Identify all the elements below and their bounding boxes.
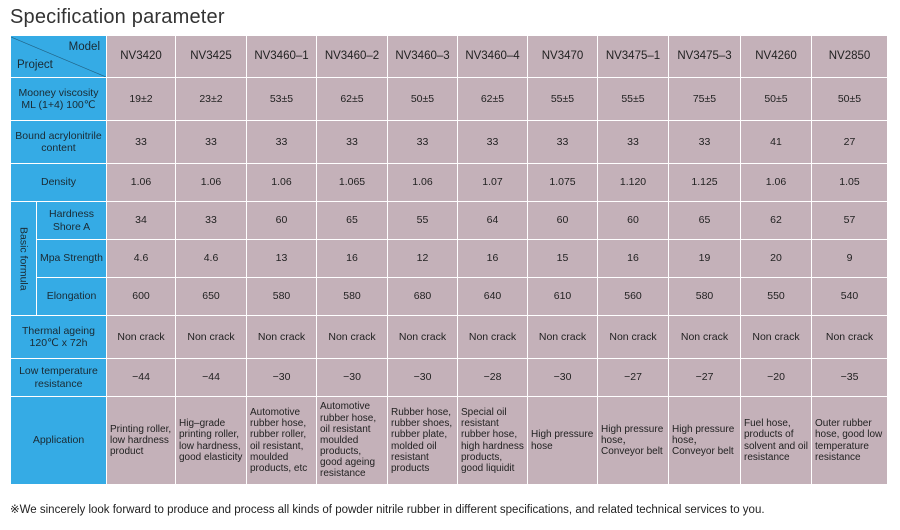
row-density xyxy=(11,164,888,202)
cell-lowtemp: −44 xyxy=(176,359,247,397)
cell-lowtemp: −30 xyxy=(528,359,598,397)
row-thermal xyxy=(11,316,888,359)
cell-thermal: Non crack xyxy=(458,316,528,359)
model-header: NV3460–1 xyxy=(247,36,317,78)
cell-thermal: Non crack xyxy=(528,316,598,359)
spec-table xyxy=(10,35,888,485)
label-lowtemp: Low temperature resistance xyxy=(11,359,107,397)
row-mooney xyxy=(11,78,888,121)
cell-application: Fuel hose, products of solvent and oil resistance xyxy=(741,397,812,485)
cell-elongation: 560 xyxy=(598,278,669,316)
cell-density: 1.075 xyxy=(528,164,598,202)
cell-mooney: 55±5 xyxy=(528,78,598,121)
cell-thermal: Non crack xyxy=(317,316,388,359)
spec-table-body xyxy=(11,36,888,485)
cell-bound: 33 xyxy=(176,121,247,164)
cell-elongation: 550 xyxy=(741,278,812,316)
cell-bound: 33 xyxy=(598,121,669,164)
cell-lowtemp: −27 xyxy=(669,359,741,397)
cell-density: 1.065 xyxy=(317,164,388,202)
cell-application: Hig–grade printing roller, low hardness, good elasticity xyxy=(176,397,247,485)
cell-lowtemp: −44 xyxy=(107,359,176,397)
row-hardness xyxy=(11,202,888,240)
cell-thermal: Non crack xyxy=(176,316,247,359)
cell-strength: 13 xyxy=(247,240,317,278)
model-header-label: Model xyxy=(68,40,100,53)
cell-mooney: 75±5 xyxy=(669,78,741,121)
cell-density: 1.125 xyxy=(669,164,741,202)
cell-bound: 33 xyxy=(107,121,176,164)
cell-density: 1.05 xyxy=(812,164,888,202)
cell-density: 1.120 xyxy=(598,164,669,202)
model-header: NV3475–1 xyxy=(598,36,669,78)
cell-application: High pressure hose xyxy=(528,397,598,485)
cell-thermal: Non crack xyxy=(388,316,458,359)
cell-hardness: 60 xyxy=(528,202,598,240)
cell-density: 1.06 xyxy=(247,164,317,202)
corner-header xyxy=(11,36,107,78)
cell-application: Rubber hose, rubber shoes, rubber plate, molded oil resistant products xyxy=(388,397,458,485)
cell-bound: 33 xyxy=(388,121,458,164)
cell-elongation: 540 xyxy=(812,278,888,316)
footnote: ※We sincerely look forward to produce and process all kinds of powder nitrile rubber in different specifications, and related technical services to you. xyxy=(10,504,765,516)
row-lowtemp xyxy=(11,359,888,397)
cell-application: Automotive rubber hose, oil resistant moulded products, good ageing resistance xyxy=(317,397,388,485)
project-header-label: Project xyxy=(17,59,53,72)
cell-mooney: 62±5 xyxy=(458,78,528,121)
cell-density: 1.06 xyxy=(741,164,812,202)
cell-lowtemp: −27 xyxy=(598,359,669,397)
cell-strength: 20 xyxy=(741,240,812,278)
cell-elongation: 580 xyxy=(317,278,388,316)
cell-density: 1.06 xyxy=(107,164,176,202)
basic-formula-text: Basic formula xyxy=(17,226,30,291)
cell-strength: 16 xyxy=(317,240,388,278)
cell-thermal: Non crack xyxy=(598,316,669,359)
cell-hardness: 65 xyxy=(669,202,741,240)
model-header: NV3420 xyxy=(107,36,176,78)
cell-bound: 41 xyxy=(741,121,812,164)
cell-lowtemp: −28 xyxy=(458,359,528,397)
cell-elongation: 640 xyxy=(458,278,528,316)
cell-strength: 16 xyxy=(458,240,528,278)
cell-mooney: 55±5 xyxy=(598,78,669,121)
cell-mooney: 19±2 xyxy=(107,78,176,121)
cell-strength: 4.6 xyxy=(176,240,247,278)
model-header: NV3460–2 xyxy=(317,36,388,78)
cell-thermal: Non crack xyxy=(669,316,741,359)
cell-density: 1.07 xyxy=(458,164,528,202)
label-bound: Bound acrylonitrile content xyxy=(11,121,107,164)
cell-density: 1.06 xyxy=(176,164,247,202)
cell-mooney: 50±5 xyxy=(388,78,458,121)
label-strength: Mpa Strength xyxy=(37,240,107,278)
label-hardness: Hardness Shore A xyxy=(37,202,107,240)
cell-mooney: 50±5 xyxy=(741,78,812,121)
cell-bound: 33 xyxy=(458,121,528,164)
cell-application: High pressure hose， Conveyor belt xyxy=(598,397,669,485)
model-header: NV3475–3 xyxy=(669,36,741,78)
cell-hardness: 60 xyxy=(598,202,669,240)
label-thermal: Thermal ageing 120℃ x 72h xyxy=(11,316,107,359)
label-basic-formula xyxy=(11,202,37,316)
cell-hardness: 64 xyxy=(458,202,528,240)
cell-lowtemp: −20 xyxy=(741,359,812,397)
cell-hardness: 57 xyxy=(812,202,888,240)
row-strength xyxy=(11,240,888,278)
cell-lowtemp: −30 xyxy=(317,359,388,397)
cell-thermal: Non crack xyxy=(812,316,888,359)
cell-strength: 15 xyxy=(528,240,598,278)
cell-strength: 16 xyxy=(598,240,669,278)
cell-strength: 12 xyxy=(388,240,458,278)
model-header: NV3460–3 xyxy=(388,36,458,78)
cell-strength: 4.6 xyxy=(107,240,176,278)
cell-hardness: 65 xyxy=(317,202,388,240)
cell-application: Printing roller, low hardness product xyxy=(107,397,176,485)
cell-elongation: 680 xyxy=(388,278,458,316)
cell-hardness: 33 xyxy=(176,202,247,240)
cell-hardness: 60 xyxy=(247,202,317,240)
model-header: NV3470 xyxy=(528,36,598,78)
cell-elongation: 580 xyxy=(247,278,317,316)
cell-lowtemp: −35 xyxy=(812,359,888,397)
label-density: Density xyxy=(11,164,107,202)
cell-elongation: 600 xyxy=(107,278,176,316)
cell-mooney: 23±2 xyxy=(176,78,247,121)
cell-mooney: 50±5 xyxy=(812,78,888,121)
cell-strength: 9 xyxy=(812,240,888,278)
cell-lowtemp: −30 xyxy=(247,359,317,397)
model-header: NV4260 xyxy=(741,36,812,78)
model-header: NV2850 xyxy=(812,36,888,78)
cell-thermal: Non crack xyxy=(247,316,317,359)
cell-application: High pressure hose， Conveyor belt xyxy=(669,397,741,485)
cell-lowtemp: −30 xyxy=(388,359,458,397)
model-header: NV3460–4 xyxy=(458,36,528,78)
spec-table-wrapper xyxy=(10,35,887,485)
cell-thermal: Non crack xyxy=(107,316,176,359)
cell-bound: 33 xyxy=(317,121,388,164)
cell-application: Automotive rubber hose, rubber roller, oil resistant, moulded products, etc xyxy=(247,397,317,485)
row-application xyxy=(11,397,888,485)
cell-bound: 33 xyxy=(669,121,741,164)
cell-bound: 33 xyxy=(528,121,598,164)
cell-elongation: 580 xyxy=(669,278,741,316)
cell-hardness: 62 xyxy=(741,202,812,240)
label-application: Application xyxy=(11,397,107,485)
cell-mooney: 53±5 xyxy=(247,78,317,121)
cell-bound: 27 xyxy=(812,121,888,164)
cell-hardness: 34 xyxy=(107,202,176,240)
cell-application: Outer rubber hose, good low temperature resistance xyxy=(812,397,888,485)
cell-elongation: 650 xyxy=(176,278,247,316)
row-elongation xyxy=(11,278,888,316)
cell-application: Special oil resistant rubber hose, high hardness products, good liquidit xyxy=(458,397,528,485)
cell-bound: 33 xyxy=(247,121,317,164)
row-bound xyxy=(11,121,888,164)
cell-elongation: 610 xyxy=(528,278,598,316)
cell-thermal: Non crack xyxy=(741,316,812,359)
cell-density: 1.06 xyxy=(388,164,458,202)
page-title: Specification parameter xyxy=(10,6,225,28)
label-elongation: Elongation xyxy=(37,278,107,316)
cell-hardness: 55 xyxy=(388,202,458,240)
header-row xyxy=(11,36,888,78)
label-mooney: Mooney viscosity ML (1+4) 100℃ xyxy=(11,78,107,121)
model-header: NV3425 xyxy=(176,36,247,78)
cell-mooney: 62±5 xyxy=(317,78,388,121)
cell-strength: 19 xyxy=(669,240,741,278)
